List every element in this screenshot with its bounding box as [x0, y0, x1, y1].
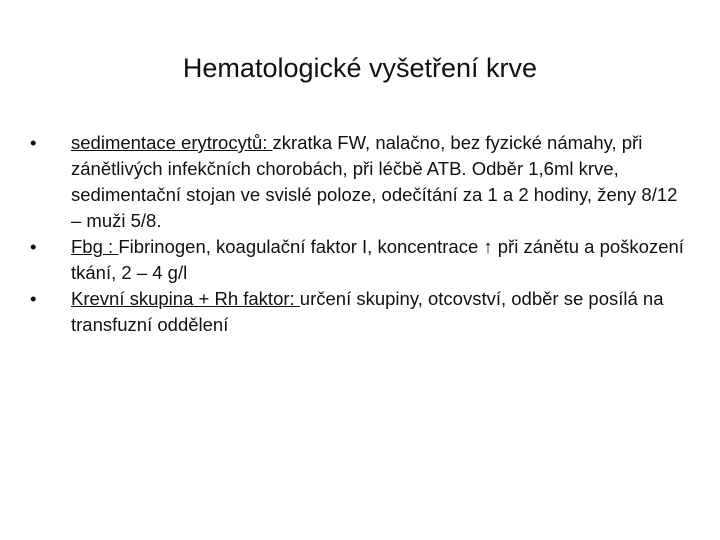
bullet-icon: • [30, 132, 37, 153]
term-krevni-skupina: Krevní skupina + Rh faktor: [71, 288, 300, 309]
item-text-krevni-skupina: určení skupiny, otcovství, odběr se posílá na transfuzní oddělení [71, 288, 664, 335]
slide-title: Hematologické vyšetření krve [182, 53, 538, 83]
bullet-list [30, 130, 690, 338]
bullet-item-krevni-skupina [30, 286, 690, 338]
bullet-item-fbg [30, 234, 690, 286]
bullet-icon: • [30, 236, 37, 257]
term-fbg: Fbg : [71, 236, 119, 257]
term-sedimentace: sedimentace erytrocytů: [71, 132, 273, 153]
bullet-icon: • [30, 288, 37, 309]
bullet-item-sedimentace [30, 130, 690, 234]
item-text-sedimentace: zkratka FW, nalačno, bez fyzické námahy, při zánětlivých infekčních chorobách, při léčbě ATB. Odběr 1,6ml krve, sedimentační stojan ve svislé poloze, odečítání za 1 a 2 hodiny, ženy 8/12 – muži 5/8. [71, 132, 678, 231]
item-text-fbg: Fibrinogen, koagulační faktor I, koncentrace ↑ při zánětu a poškození tkání, 2 – 4 g/l [71, 236, 684, 283]
